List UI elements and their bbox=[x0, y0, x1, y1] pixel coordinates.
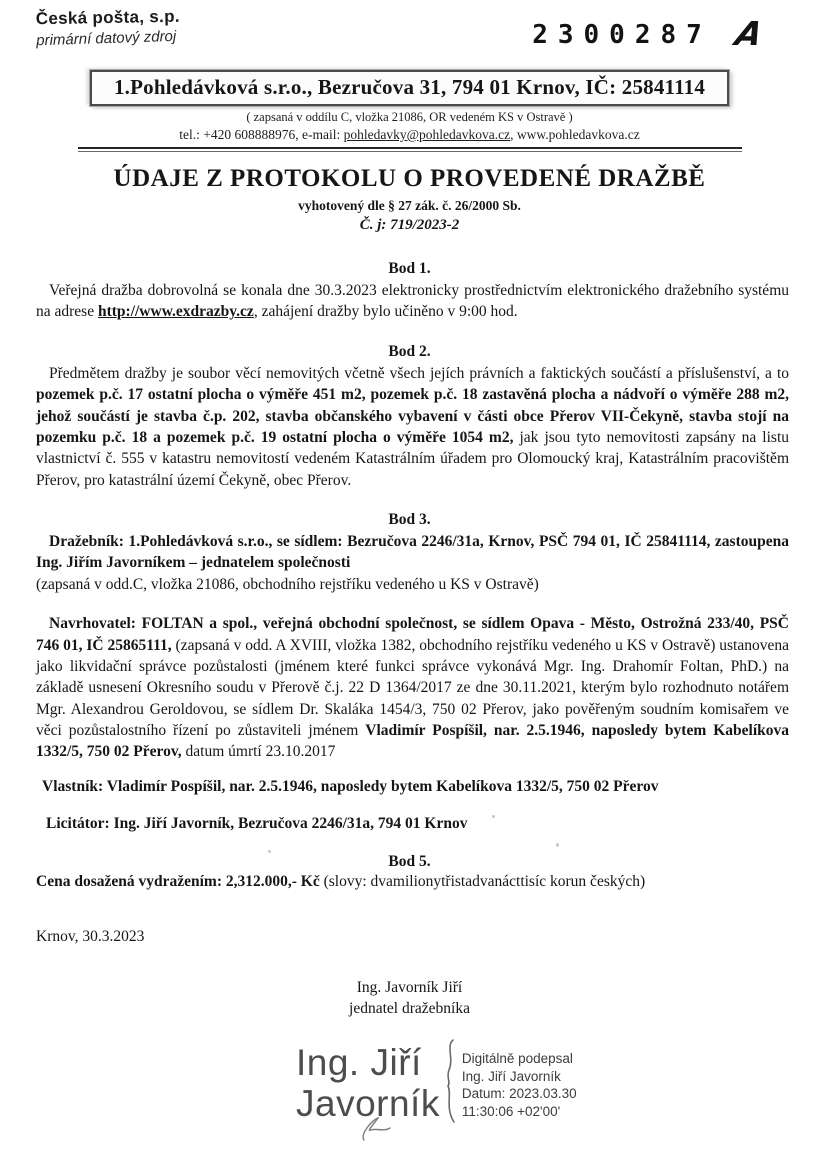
bod1-text-before-link: Veřejná dražba dobrovolná se konala dne 30.3.2023 elektronicky prostřednictvím elektronického dražebního systému na adrese bbox=[36, 282, 789, 321]
signature-brace-icon bbox=[442, 1038, 458, 1129]
bod1-text-after-link: , zahájení dražby bylo učiněno v 9:00 hod. bbox=[253, 303, 518, 321]
scan-artifact bbox=[556, 843, 559, 847]
stamp-letter: A bbox=[732, 14, 768, 53]
bod5-heading: Bod 5. bbox=[388, 852, 431, 870]
bod2-intro: Předmětem dražby je soubor věcí nemovitých včetně všech jejích právních a faktických součástí a příslušenství, a to bbox=[49, 364, 789, 382]
navrhovatel-end: datum úmrtí 23.10.2017 bbox=[181, 743, 336, 761]
document-title: ÚDAJE Z PROTOKOLU O PROVEDENÉ DRAŽBĚ bbox=[113, 165, 706, 192]
digital-signature-name bbox=[296, 1042, 440, 1125]
signer-role: jednatel dražebníka bbox=[349, 999, 470, 1017]
file-number: Č. j: 719/2023-2 bbox=[359, 217, 460, 233]
digital-signature-name-line2: Javorník bbox=[296, 1083, 440, 1125]
digital-signature-name-line1: Ing. Jiří bbox=[296, 1041, 422, 1083]
digital-signature-detail-line4: 11:30:06 +02'00' bbox=[461, 1103, 561, 1119]
postal-name: Česká pošta, s.p. bbox=[35, 6, 180, 29]
scan-artifact bbox=[492, 815, 495, 818]
bod2-property-description: pozemek p.č. 17 ostatní plocha o výměře 451 m2, pozemek p.č. 18 zastavěná plocha a nádvoří o výměře 288 m2, jehož součástí je stavba č.p. 202, stavba občanského vybavení v části obce Přerov VII-Čekyně, stavba stojí na pozemku p.č. 18 a pozemek p.č. 19 ostatní plocha o výměře 1054 m2, bbox=[36, 386, 789, 446]
price-in-words: (slovy: dvamilionytřistadvanácttisíc korun českých) bbox=[319, 872, 646, 890]
postal-source-block bbox=[36, 7, 181, 49]
pen-stroke-mark bbox=[358, 1116, 392, 1147]
navrhovatel-text: (zapsaná v odd. A XVIII, vložka 1382, obchodního rejstříku vedeného u KS v Ostravě) ustanovena jako likvidační správce pozůstalosti (jménem které funkci správce vykonává Mgr. Ing. Drahomír Foltan, PhD.) na základě usnesení Okresního soudu v Přerově č.j. 22 D 1364/2017 ze dne 30.11.2021, kterým bylo rozhodnuto notářem Mgr. Alexandrou Geroldovou, se sídlem Dr. Skaláka 1454/3, 750 02 Přerov, jako pověřeným soudním komisařem ve věci pozůstalostního řízení po zůstaviteli jménem bbox=[36, 636, 789, 739]
bod2-heading: Bod 2. bbox=[388, 342, 431, 360]
printed-signature-block bbox=[0, 978, 819, 1020]
legal-basis-line: vyhotovený dle § 27 zák. č. 26/2000 Sb. bbox=[298, 198, 521, 213]
page-top-header bbox=[0, 0, 819, 60]
digital-signature-detail-line3: Datum: 2023.03.30 bbox=[461, 1086, 577, 1102]
drazebnik-registration-note: (zapsaná v odd.C, vložka 21086, obchodního rejstříku vedeného u KS v Ostravě) bbox=[36, 575, 539, 593]
zustavitel-name: Vladimír Pospíšil, nar. 2.5.1946, naposledy bytem Kabelíkova 1332/5, 750 02 Přerov, bbox=[36, 722, 789, 761]
price-amount: Cena dosažená vydražením: 2,312.000,- Kč bbox=[36, 872, 320, 890]
bod2-paragraph bbox=[36, 363, 789, 491]
contact-suffix: , www.pohledavkova.cz bbox=[510, 127, 640, 142]
auction-site-link[interactable]: http://www.exdrazby.cz bbox=[97, 303, 254, 321]
bod2-outro: jak jsou tyto nemovitosti zapsány na listu vlastnictví č. 555 v katastru nemovitostí vedeném Katastrálním úřadem pro Olomoucký kraj, Katastrálním pracovištěm Přerov, pro katastrální území Čekyně, obec Přerov. bbox=[36, 428, 789, 489]
company-banner: 1.Pohledávková s.r.o., Bezručova 31, 794 01 Krnov, IČ: 25841114 bbox=[90, 70, 729, 106]
signer-name: Ing. Javorník Jiří bbox=[356, 978, 463, 996]
header-divider bbox=[78, 147, 742, 152]
navrhovatel-name: Navrhovatel: FOLTAN a spol., veřejná obchodní společnost, se sídlem Opava - Město, Ostrožná 233/40, PSČ 746 01, IČ 25865111, bbox=[36, 615, 789, 654]
digital-signature-block bbox=[296, 1038, 577, 1129]
digital-signature-detail-line2: Ing. Jiří Javorník bbox=[461, 1068, 561, 1084]
scan-artifact bbox=[268, 850, 271, 853]
stamp-number: 2300287 bbox=[532, 20, 712, 50]
company-letterhead bbox=[0, 70, 819, 152]
digital-signature-detail-line1: Digitálně podepsal bbox=[461, 1051, 573, 1066]
company-contact-line bbox=[0, 127, 819, 143]
bod1-paragraph bbox=[36, 280, 789, 323]
postal-subtitle: primární datový zdroj bbox=[35, 27, 177, 50]
drazebnik-text: Dražebník: 1.Pohledávková s.r.o., se sídlem: Bezručova 2246/31a, Krnov, PSČ 794 01, IČ 25841114, zastoupena Ing. Jiřím Javorníkem – jednatelem společnosti bbox=[36, 533, 789, 572]
company-registration: ( zapsaná v oddílu C, vložka 21086, OR vedeném KS v Ostravě ) bbox=[246, 110, 573, 124]
navrhovatel-paragraph bbox=[36, 613, 789, 763]
licitator-line: Licitátor: Ing. Jiří Javorník, Bezručova 2246/31a, 794 01 Krnov bbox=[46, 814, 468, 832]
bod1-heading: Bod 1. bbox=[388, 260, 431, 277]
price-line bbox=[36, 873, 789, 891]
email-link[interactable]: pohledavky@pohledavkova.cz bbox=[343, 127, 511, 142]
document-number-stamp bbox=[532, 12, 768, 53]
drazebnik-paragraph bbox=[36, 531, 789, 595]
bod3-heading: Bod 3. bbox=[388, 511, 431, 528]
place-date: Krnov, 30.3.2023 bbox=[36, 927, 145, 945]
vlastnik-line: Vlastník: Vladimír Pospíšil, nar. 2.5.1946, naposledy bytem Kabelíkova 1332/5, 750 02 Přerov bbox=[42, 777, 659, 795]
digital-signature-details bbox=[462, 1046, 577, 1120]
contact-prefix: tel.: +420 608888976, e-mail: bbox=[179, 127, 344, 142]
